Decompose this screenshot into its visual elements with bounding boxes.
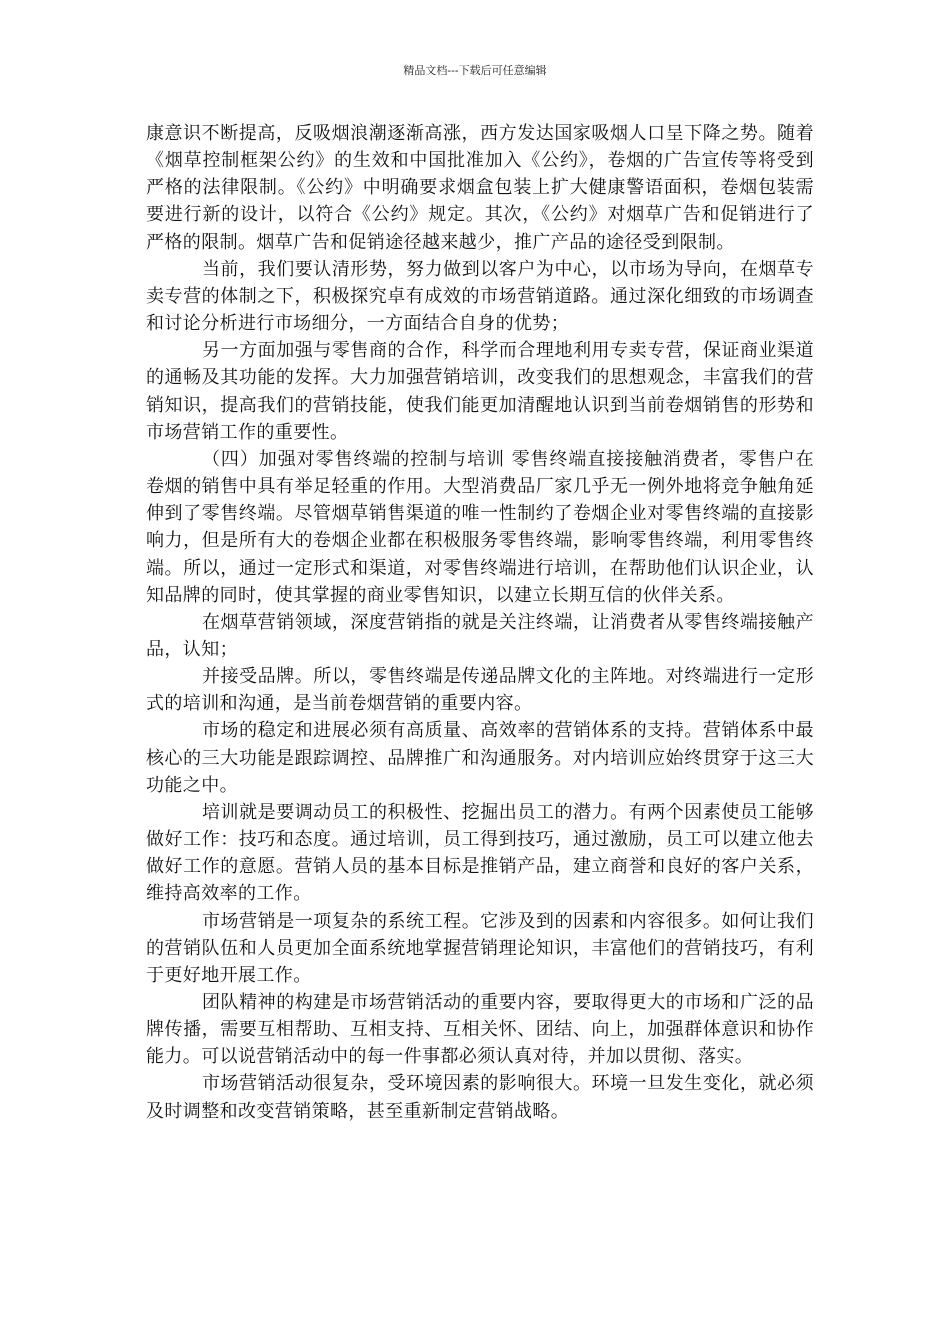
document-body [146,120,814,1125]
paragraph: 在烟草营销领域，深度营销指的就是关注终端，让消费者从零售终端接触产品，认知； [146,611,814,660]
paragraph: 并接受品牌。所以，零售终端是传递品牌文化的主阵地。对终端进行一定形式的培训和沟通，是当前卷烟营销的重要内容。 [146,666,814,715]
paragraph: （四）加强对零售终端的控制与培训 零售终端直接接触消费者，零售户在卷烟的销售中具有举足轻重的作用。大型消费品厂家几乎无一例外地将竞争触角延伸到了零售终端。尽管烟草销售渠道的唯一性制约了卷烟企业对零售终端的直接影响力，但是所有大的卷烟企业都在积极服务零售终端，影响零售终端，利用零售终端。所以，通过一定形式和渠道，对零售终端进行培训，在帮助他们认识企业，认知品牌的同时，使其掌握的商业零售知识，以建立长期互信的伙伴关系。 [146,448,814,606]
paragraph: 市场营销活动很复杂，受环境因素的影响很大。环境一旦发生变化，就必须及时调整和改变营销策略，甚至重新制定营销战略。 [146,1073,814,1122]
paragraph: 康意识不断提高，反吸烟浪潮逐渐高涨，西方发达国家吸烟人口呈下降之势。随着《烟草控制框架公约》的生效和中国批准加入《公约》，卷烟的广告宣传等将受到严格的法律限制。《公约》中明确要求烟盒包装上扩大健康警语面积，卷烟包装需要进行新的设计，以符合《公约》规定。其次，《公约》对烟草广告和促销进行了严格的限制。烟草广告和促销途径越来越少，推广产品的途径受到限制。 [146,123,814,253]
paragraph: 当前，我们要认清形势，努力做到以客户为中心，以市场为导向，在烟草专卖专营的体制之下，积极探究卓有成效的市场营销道路。通过深化细致的市场调查和讨论分析进行市场细分，一方面结合自身的优势； [146,258,814,335]
paragraph: 市场的稳定和进展必须有高质量、高效率的营销体系的支持。营销体系中最核心的三大功能是跟踪调控、品牌推广和沟通服务。对内培训应始终贯穿于这三大功能之中。 [146,720,814,796]
page-header: 精品文档---下载后可任意编辑 [403,64,547,77]
paragraph: 培训就是要调动员工的积极性、挖掘出员工的潜力。有两个因素使员工能够做好工作：技巧和态度。通过培训，员工得到技巧，通过激励，员工可以建立他去做好工作的意愿。营销人员的基本目标是推销产品，建立商誉和良好的客户关系，维持高效率的工作。 [146,801,814,905]
paragraph: 团队精神的构建是市场营销活动的重要内容，要取得更大的市场和广泛的品牌传播，需要互相帮助、互相支持、互相关怀、团结、向上，加强群体意识和协作能力。可以说营销活动中的每一件事都必须认真对待，并加以贯彻、落实。 [146,992,814,1068]
paragraph: 市场营销是一项复杂的系统工程。它涉及到的因素和内容很多。如何让我们的营销队伍和人员更加全面系统地掌握营销理论知识，丰富他们的营销技巧，有利于更好地开展工作。 [146,910,814,986]
paragraph: 另一方面加强与零售商的合作，科学而合理地利用专卖专营，保证商业渠道的通畅及其功能的发挥。大力加强营销培训，改变我们的思想观念，丰富我们的营销知识，提高我们的营销技能，使我们能更加清醒地认识到当前卷烟销售的形势和市场营销工作的重要性。 [146,340,814,443]
